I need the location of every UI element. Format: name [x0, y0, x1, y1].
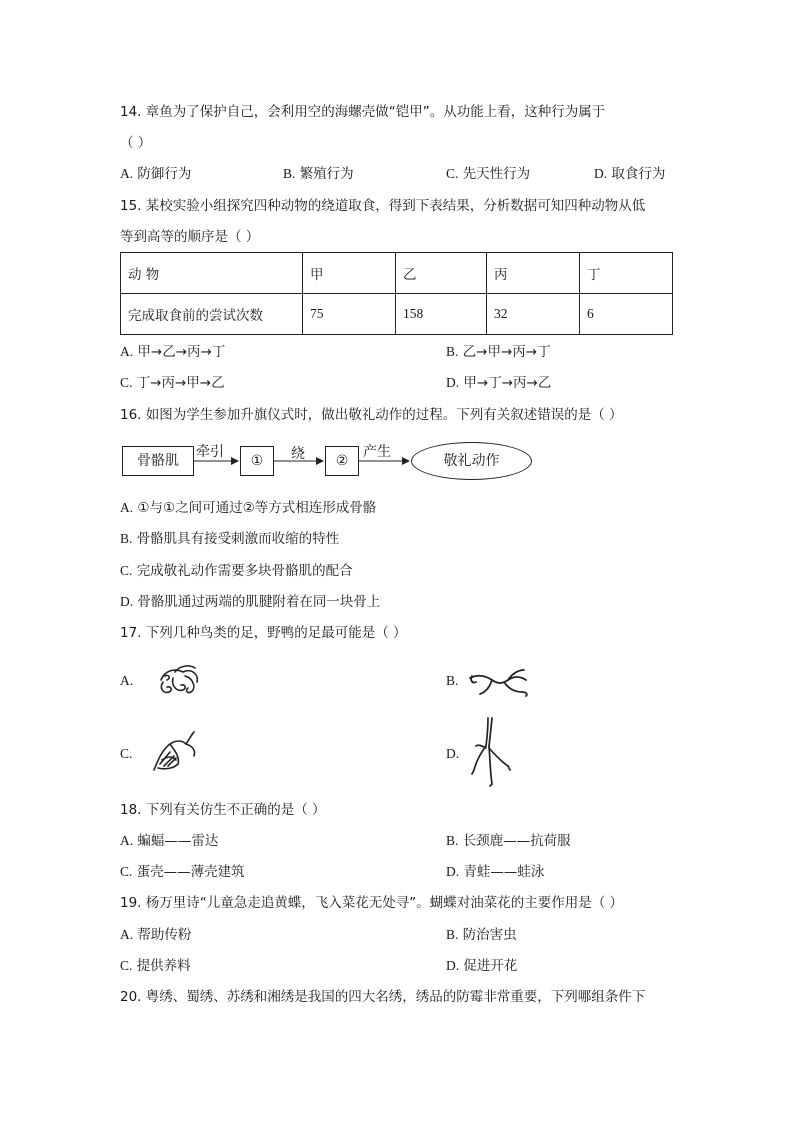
option-text: 骨骼肌通过两端的肌腱附着在同一块骨上: [137, 594, 381, 610]
option-label: B.: [283, 166, 296, 181]
table-cell: 6: [580, 294, 673, 335]
option-label: A.: [120, 833, 134, 848]
question-14-stem: 14. 章鱼为了保护自己，会利用空的海螺壳做“铠甲”。从功能上看，这种行为属于: [120, 104, 606, 120]
perching-foot-icon: [468, 664, 530, 698]
q18-option-a[interactable]: [120, 832, 218, 850]
q19-option-a[interactable]: [120, 926, 191, 944]
option-label: C.: [120, 563, 133, 578]
option-label: B.: [120, 531, 133, 546]
diagram-box-1: ①: [240, 446, 274, 476]
option-label: A.: [120, 500, 134, 515]
table-cell: 完成取食前的尝试次数: [121, 294, 303, 335]
option-label: A.: [120, 166, 134, 181]
question-17-stem: 17. 下列几种鸟类的足，野鸭的足最可能是（ ）: [120, 625, 407, 641]
question-20-stem: 20. 粤绣、蜀绣、苏绣和湘绣是我国的四大名绣，绣品的防霉非常重要，下列哪组条件下: [120, 989, 646, 1005]
option-label: B.: [446, 927, 459, 942]
option-text: 防御行为: [137, 166, 192, 182]
table-cell: 丁: [580, 253, 673, 294]
option-label: C.: [120, 375, 133, 390]
option-label: A.: [120, 927, 134, 942]
table-cell: 乙: [396, 253, 487, 294]
diagram-box-2: ②: [325, 446, 359, 476]
option-text: 促进开花: [463, 958, 518, 974]
q16-option-d[interactable]: [120, 593, 380, 611]
option-label: D.: [446, 864, 460, 879]
q19-option-c[interactable]: [120, 957, 191, 975]
q17-option-a-label[interactable]: A.: [120, 673, 134, 688]
option-text: ①与①之间可通过②等方式相连形成骨骼: [137, 500, 377, 516]
option-text: 丁→丙→甲→乙: [136, 375, 225, 391]
question-14-blank: （ ）: [120, 135, 152, 151]
question-18-stem: 18. 下列有关仿生不正确的是（ ）: [120, 802, 326, 818]
q16-option-a[interactable]: [120, 499, 376, 517]
diagram-arrow-label-2: 绕: [291, 446, 305, 462]
option-text: 蛋壳——薄壳建筑: [136, 864, 245, 880]
q18-option-d[interactable]: [446, 863, 544, 881]
q17-option-d-label[interactable]: D.: [446, 746, 460, 761]
table-cell: 158: [396, 294, 487, 335]
option-text: 帮助传粉: [137, 927, 192, 943]
q18-option-c[interactable]: [120, 863, 245, 881]
option-text: 取食行为: [611, 166, 666, 182]
q17-option-b-label[interactable]: B.: [446, 673, 459, 688]
q18-option-b[interactable]: [446, 832, 571, 850]
option-text: 甲→乙→丙→丁: [137, 344, 226, 360]
option-text: 青蛙——蛙泳: [463, 864, 545, 880]
q19-option-d[interactable]: [446, 957, 517, 975]
q19-option-b[interactable]: [446, 926, 517, 944]
q17-option-c-label[interactable]: C.: [120, 746, 133, 761]
option-label: B.: [446, 833, 459, 848]
q16-option-b[interactable]: [120, 530, 339, 548]
q16-option-c[interactable]: [120, 562, 353, 580]
option-text: 甲→丁→丙→乙: [463, 375, 552, 391]
option-label: D.: [446, 375, 460, 390]
wading-foot-icon: [468, 716, 512, 788]
option-label: D.: [446, 958, 460, 973]
option-label: C.: [446, 166, 459, 181]
option-text: 蝙蝠——雷达: [137, 833, 219, 849]
diagram-arrow-label-1: 牵引: [196, 444, 224, 460]
option-text: 繁殖行为: [299, 166, 354, 182]
question-19-stem: 19. 杨万里诗“儿童急走追黄蝶，飞入菜花无处寻”。蝴蝶对油菜花的主要作用是（ ）: [120, 895, 624, 911]
raptor-foot-icon: [155, 662, 205, 698]
option-text: 防治害虫: [462, 927, 517, 943]
option-label: D.: [120, 594, 134, 609]
option-text: 先天性行为: [462, 166, 531, 182]
question-16-stem: 16. 如图为学生参加升旗仪式时，做出敬礼动作的过程。下列有关叙述错误的是（ ）: [120, 407, 623, 423]
diagram-result-ellipse: 敬礼动作: [411, 442, 532, 480]
table-cell: 75: [303, 294, 396, 335]
option-text: 乙→甲→丙→丁: [462, 344, 551, 360]
option-label: B.: [446, 344, 459, 359]
option-text: 骨骼肌具有接受刺激而收缩的特性: [136, 531, 340, 547]
diagram-box-skeletal-muscle: 骨骼肌: [122, 446, 194, 476]
option-label: A.: [120, 344, 134, 359]
diagram-arrow-label-3: 产生: [363, 444, 391, 460]
table-cell: 甲: [303, 253, 396, 294]
question-15-stem-line1: 15. 某校实验小组探究四种动物的绕道取食，得到下表结果，分析数据可知四种动物从低: [120, 198, 646, 214]
table-cell: 丙: [487, 253, 580, 294]
option-text: 完成敬礼动作需要多块骨骼肌的配合: [136, 563, 353, 579]
table-cell: 动 物: [121, 253, 303, 294]
webbed-foot-icon: [150, 730, 198, 774]
table-cell: 32: [487, 294, 580, 335]
question-15-stem-line2: 等到高等的顺序是（ ）: [120, 229, 260, 245]
option-text: 提供养料: [136, 958, 191, 974]
diagram-arrows: [0, 0, 794, 500]
option-label: C.: [120, 958, 133, 973]
option-label: D.: [594, 166, 608, 181]
option-label: C.: [120, 864, 133, 879]
option-text: 长颈鹿——抗荷服: [462, 833, 571, 849]
